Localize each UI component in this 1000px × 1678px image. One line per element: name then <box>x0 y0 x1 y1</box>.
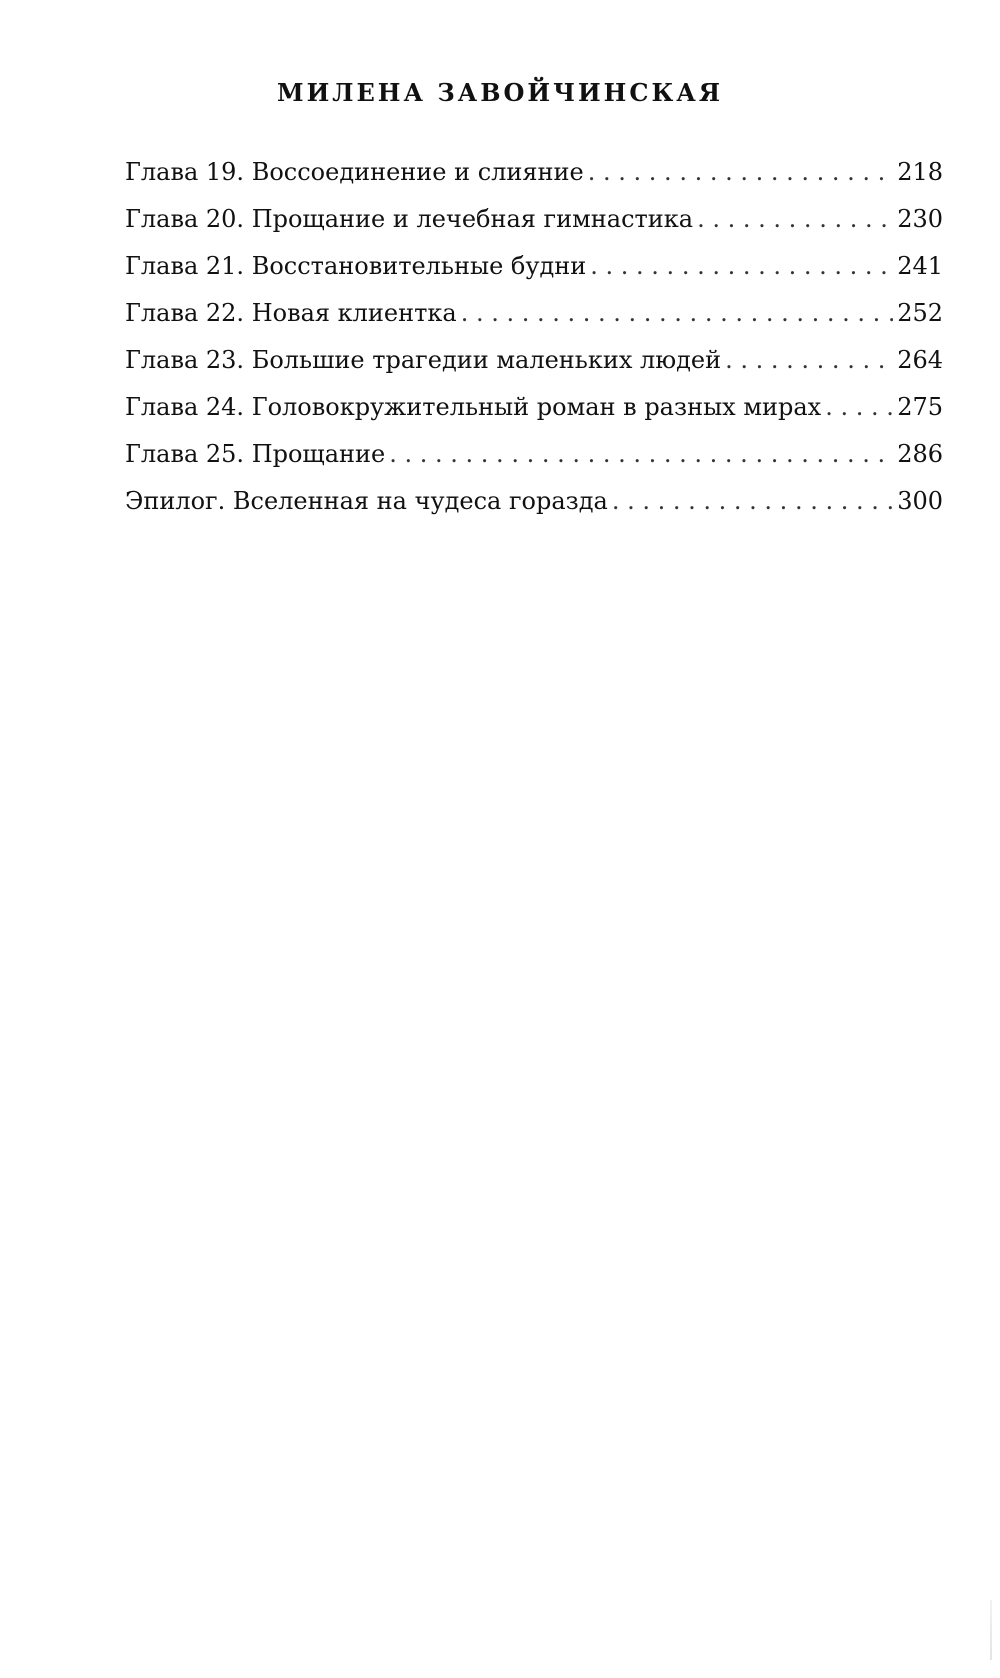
toc-entry-page: 252 <box>897 299 943 327</box>
toc-entry-page: 264 <box>897 346 943 374</box>
toc-entry-label: Глава 25. Прощание <box>125 440 386 468</box>
table-of-contents <box>125 158 943 534</box>
dot-leader <box>590 252 893 280</box>
dot-leader <box>588 158 893 186</box>
toc-entry-label: Глава 21. Восстановительные будни <box>125 252 587 280</box>
scan-edge-mark <box>990 1600 992 1660</box>
toc-entry <box>125 346 943 393</box>
toc-entry-label: Глава 19. Воссоединение и слияние <box>125 158 584 186</box>
dot-leader <box>825 393 893 421</box>
dot-leader <box>697 205 893 233</box>
toc-entry-label: Глава 20. Прощание и лечебная гимнастика <box>125 205 694 233</box>
toc-entry-page: 230 <box>897 205 943 233</box>
toc-entry <box>125 487 943 534</box>
toc-entry-page: 275 <box>897 393 943 421</box>
dot-leader <box>725 346 893 374</box>
toc-entry <box>125 299 943 346</box>
dot-leader <box>389 440 893 468</box>
running-header: МИЛЕНА ЗАВОЙЧИНСКАЯ <box>277 78 723 107</box>
toc-entry-label: Глава 24. Головокружительный роман в разных мирах <box>125 393 822 421</box>
dot-leader <box>461 299 894 327</box>
toc-entry <box>125 252 943 299</box>
toc-entry-page: 241 <box>897 252 943 280</box>
dot-leader <box>612 487 893 515</box>
toc-entry-label: Глава 23. Большие трагедии маленьких людей <box>125 346 722 374</box>
toc-entry <box>125 205 943 252</box>
toc-entry-page: 300 <box>897 487 943 515</box>
toc-entry <box>125 440 943 487</box>
toc-entry-page: 286 <box>897 440 943 468</box>
toc-entry-label: Эпилог. Вселенная на чудеса горазда <box>125 487 608 515</box>
toc-entry-page: 218 <box>897 158 943 186</box>
toc-entry-label: Глава 22. Новая клиентка <box>125 299 457 327</box>
toc-entry <box>125 393 943 440</box>
toc-entry <box>125 158 943 205</box>
